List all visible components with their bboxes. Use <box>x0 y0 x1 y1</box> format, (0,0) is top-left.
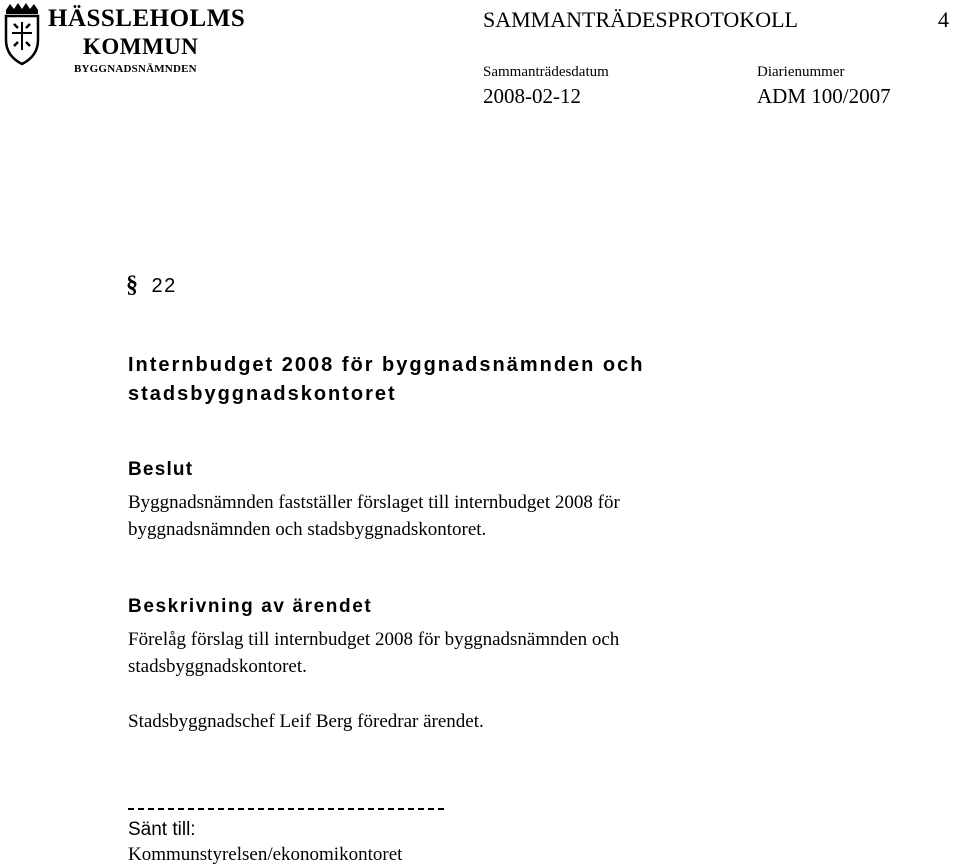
agenda-heading <box>128 351 645 409</box>
description-text-line1: Förelåg förslag till internbudget 2008 för byggnadsnämnden och <box>128 629 620 650</box>
diary-number-label: Diarienummer <box>757 64 845 80</box>
section-sign: § <box>126 272 140 298</box>
decision-heading: Beslut <box>128 459 194 480</box>
description-text <box>128 626 619 680</box>
distribution-divider <box>128 808 444 810</box>
agenda-heading-line2: stadsbyggnadskontoret <box>128 383 397 405</box>
description-text-line2: stadsbyggnadskontoret. <box>128 656 307 677</box>
decision-text-line1: Byggnadsnämnden fastställer förslaget till internbudget 2008 för <box>128 492 620 513</box>
diary-number: ADM 100/2007 <box>757 84 891 108</box>
description-heading: Beskrivning av ärendet <box>128 596 373 617</box>
section-number <box>126 271 177 300</box>
page-number: 4 <box>938 7 949 32</box>
document-title: SAMMANTRÄDESPROTOKOLL <box>483 7 798 32</box>
section-number-value: 22 <box>151 275 177 297</box>
decision-text-line2: byggnadsnämnden och stadsbyggnadskontoret. <box>128 519 487 540</box>
agenda-heading-line1: Internbudget 2008 för byggnadsnämnden och <box>128 354 645 376</box>
department-name: BYGGNADSNÄMNDEN <box>74 63 197 75</box>
sent-to-label: Sänt till: <box>128 819 196 840</box>
meeting-date: 2008-02-12 <box>483 84 581 108</box>
presenter-text: Stadsbyggnadschef Leif Berg föredrar ärendet. <box>128 711 484 732</box>
decision-text <box>128 489 620 543</box>
municipality-logo <box>0 0 246 78</box>
meeting-date-label: Sammanträdesdatum <box>483 64 609 80</box>
organization-name-line2: KOMMUN <box>83 34 199 59</box>
organization-name: HÄSSLEHOLMS <box>48 5 246 32</box>
coat-of-arms-icon <box>2 2 42 66</box>
recipient: Kommunstyrelsen/ekonomikontoret <box>128 844 403 865</box>
